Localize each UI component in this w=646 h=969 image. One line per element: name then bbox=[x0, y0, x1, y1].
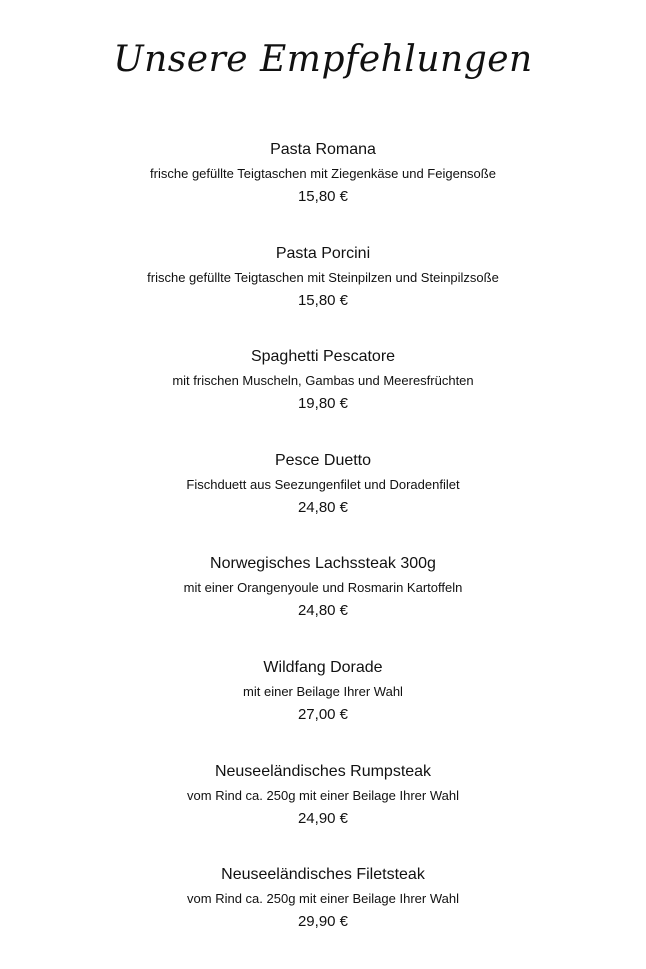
menu-item bbox=[0, 865, 646, 969]
menu-item-name: Norwegisches Lachssteak 300g bbox=[210, 555, 436, 573]
menu-item-price: 24,80 € bbox=[297, 602, 349, 620]
menu-item-description: mit einer Orangenyoule und Rosmarin Kartoffeln bbox=[183, 580, 463, 596]
menu-item-price: 15,80 € bbox=[297, 188, 349, 205]
menu-item-description: frische gefüllte Teigtaschen mit Ziegenkäse und Feigensoße bbox=[150, 166, 496, 181]
menu-item-name: Pasta Romana bbox=[270, 141, 376, 158]
menu-items-list bbox=[0, 140, 646, 969]
menu-title: Unsere Empfehlungen bbox=[113, 39, 533, 80]
menu-item-name: Spaghetti Pescatore bbox=[250, 348, 396, 366]
menu-item-price: 19,80 € bbox=[297, 395, 349, 413]
menu-item-price: 27,00 € bbox=[297, 705, 349, 723]
menu-item-name: Wildfang Dorade bbox=[263, 658, 383, 676]
menu-item-description: vom Rind ca. 250g mit einer Beilage Ihrer Wahl bbox=[187, 787, 459, 803]
menu-item bbox=[0, 451, 646, 555]
menu-item bbox=[0, 658, 646, 762]
menu-item-description: Fischduett aus Seezungenfilet und Doradenfilet bbox=[186, 476, 460, 492]
menu-item-price: 24,90 € bbox=[297, 809, 349, 827]
menu-item bbox=[0, 244, 646, 348]
menu-item-description: mit einer Beilage Ihrer Wahl bbox=[243, 683, 403, 699]
menu-item bbox=[0, 762, 646, 866]
menu-item-description: frische gefüllte Teigtaschen mit Steinpilzen und Steinpilzsoße bbox=[147, 269, 499, 285]
menu-item-description: mit frischen Muscheln, Gambas und Meeresfrüchten bbox=[172, 373, 474, 389]
menu-item-description: vom Rind ca. 250g mit einer Beilage Ihrer Wahl bbox=[187, 891, 459, 907]
menu-item-name: Neuseeländisches Filetsteak bbox=[221, 866, 425, 884]
menu-item-price: 15,80 € bbox=[297, 291, 349, 309]
menu-item-name: Neuseeländisches Rumpsteak bbox=[214, 762, 432, 780]
menu-item-price: 29,90 € bbox=[297, 913, 349, 931]
menu-item-price: 24,80 € bbox=[297, 498, 349, 516]
menu-item bbox=[0, 347, 646, 451]
menu-item-name: Pasta Porcini bbox=[275, 244, 371, 262]
menu-item bbox=[0, 140, 646, 244]
menu-item-name: Pesce Duetto bbox=[274, 451, 372, 469]
menu-item bbox=[0, 554, 646, 658]
